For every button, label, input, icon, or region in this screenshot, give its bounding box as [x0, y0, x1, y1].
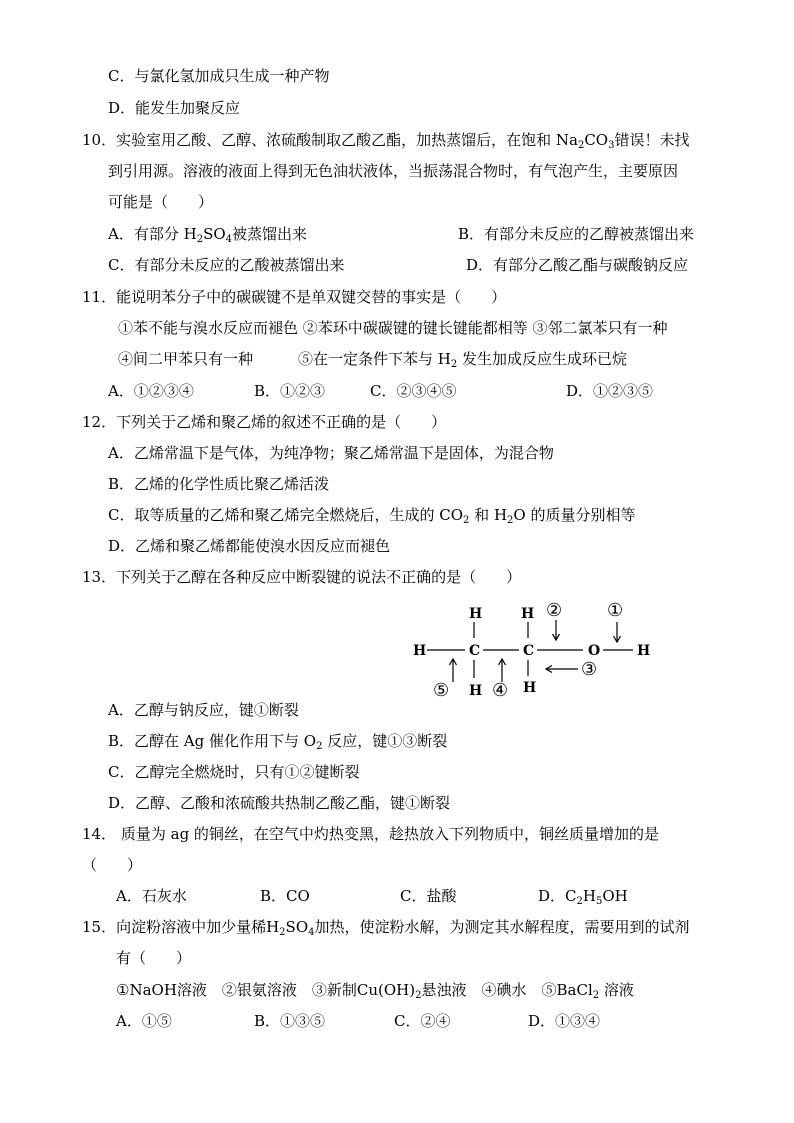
atom-c-2: C — [523, 643, 535, 659]
q14-option-a: A．石灰水 — [116, 887, 187, 905]
reference-error-text: 错误！未找 — [614, 131, 690, 149]
q11-stem: 11．能说明苯分子中的碳碳键不是单双键交替的事实是（ ） — [82, 288, 507, 306]
q12-stem: 12．下列关于乙烯和聚乙烯的叙述不正确的是（ ） — [82, 413, 447, 431]
q12-option-d: D．乙烯和聚乙烯都能使溴水因反应而褪色 — [108, 537, 391, 555]
bond-label-5: ⑤ — [433, 680, 450, 701]
q13-option-d: D．乙醇、乙酸和浓硫酸共热制乙酸乙酯，键①断裂 — [108, 794, 451, 812]
bond-label-3: ③ — [581, 659, 598, 680]
q11-option-b: B．①②③ — [254, 382, 326, 400]
q15-option-a: A．①⑤ — [116, 1012, 172, 1030]
q15-option-d: D．①③④ — [528, 1012, 601, 1030]
q12-option-c: C．取等质量的乙烯和聚乙烯完全燃烧后，生成的 $CO_2$ 和 $H_2O$ 的质量分别相等 — [108, 506, 636, 526]
q15-reagents: ①NaOH溶液 ②银氨溶液 ③新制$Cu(OH)_2$悬浊液 ④碘水 ⑤BaCl$_2$ 溶液 — [116, 981, 634, 1001]
q9-option-d: D．能发生加聚反应 — [108, 99, 241, 117]
atom-h-right: H — [637, 643, 651, 659]
q15-stem-line2: 有（ ） — [116, 949, 192, 967]
q10-stem-line1: 10．实验室用乙酸、乙醇、浓硫酸制取乙酸乙酯，加热蒸馏后，在饱和 $Na_2CO_3$错误！未找 — [82, 131, 690, 151]
q9-option-c: C．与氯化氢加成只生成一种产物 — [108, 67, 330, 85]
q13-stem: 13．下列关于乙醇在各种反应中断裂键的说法不正确的是（ ） — [82, 568, 522, 586]
atom-h-top-2: H — [521, 606, 535, 622]
q14-answer-paren: （ ） — [82, 856, 143, 874]
q10-stem-line2: 到引用源。溶液的液面上得到无色油状液体，当振荡混合物时，有气泡产生，主要原因 — [108, 162, 679, 180]
atom-h-bottom-2: H — [523, 680, 537, 696]
q13-option-b: B．乙醇在 Ag 催化作用下与 $O_2$ 反应，键①③断裂 — [108, 732, 448, 752]
q10-option-d: D．有部分乙酸乙酯与碳酸钠反应 — [466, 256, 689, 274]
bond-label-4: ④ — [492, 680, 509, 701]
q10-option-a: A．有部分 $H_2SO_4$被蒸馏出来 — [108, 225, 308, 245]
q11-option-c: C．②③④⑤ — [370, 382, 457, 400]
q10-option-b: B．有部分未反应的乙醇被蒸馏出来 — [458, 225, 695, 243]
bond-label-1: ① — [607, 600, 624, 621]
atom-c-1: C — [469, 643, 481, 659]
atom-h-left: H — [413, 643, 427, 659]
atom-h-bottom-1: H — [469, 683, 483, 699]
q14-stem: 14． 质量为 ag 的铜丝，在空气中灼热变黑，趁热放入下列物质中，铜丝质量增加的是 — [82, 825, 659, 843]
q12-option-b: B．乙烯的化学性质比聚乙烯活泼 — [108, 475, 330, 493]
bond-label-2: ② — [546, 600, 563, 621]
q15-option-b: B．①③⑤ — [254, 1012, 326, 1030]
q14-option-c: C．盐酸 — [400, 887, 457, 905]
q10-stem-line3: 可能是（ ） — [108, 193, 214, 211]
q14-option-b: B．CO — [260, 887, 310, 905]
q13-option-a: A．乙醇与钠反应，键①断裂 — [108, 701, 299, 719]
q15-stem-line1: 15．向淀粉溶液中加少量稀$H_2SO_4$加热，使淀粉水解，为测定其水解程度，需要用到的试剂 — [82, 918, 690, 938]
q14-option-d: D．$C_2H_5OH$ — [538, 887, 628, 907]
atom-o: O — [588, 643, 601, 659]
q15-option-c: C．②④ — [394, 1012, 451, 1030]
q11-facts-line1: ①苯不能与溴水反应而褪色 ②苯环中碳碳键的键长键能都相等 ③邻二氯苯只有一种 — [118, 319, 668, 337]
q11-facts-line2: ④间二甲苯只有一种 ⑤在一定条件下苯与 $H_2$ 发生加成反应生成环已烷 — [118, 350, 628, 370]
q12-option-a: A．乙烯常温下是气体，为纯净物；聚乙烯常温下是固体，为混合物 — [108, 444, 554, 462]
q11-option-d: D．①②③⑤ — [566, 382, 654, 400]
atom-h-top-1: H — [469, 606, 483, 622]
q11-option-a: A．①②③④ — [108, 382, 194, 400]
ethanol-structure-diagram — [405, 598, 665, 702]
q13-option-c: C．乙醇完全燃烧时，只有①②键断裂 — [108, 763, 360, 781]
q10-option-c: C．有部分未反应的乙酸被蒸馏出来 — [108, 256, 345, 274]
